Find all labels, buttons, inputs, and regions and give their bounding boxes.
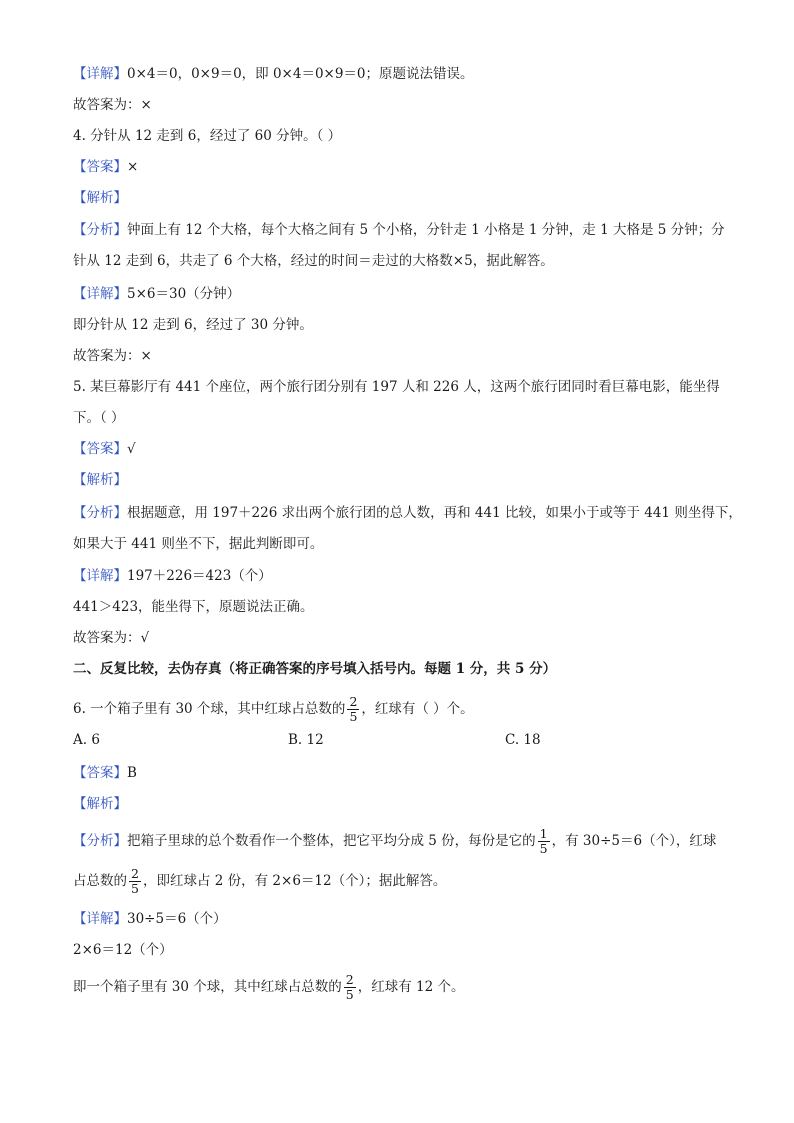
- answer-tag: 【答案】: [73, 159, 127, 175]
- answer-line: [73, 439, 136, 459]
- fenxi-continuation: 占总数的 $\frac{2}{5}$ ，即红球占 2 份，有 2×6＝12（个）；据此解答。: [73, 866, 447, 896]
- question-6-text: 6. 一个箱子里有 30 个球，其中红球占总数的: [73, 701, 346, 717]
- detail-continuation: 即分针从 12 走到 6，经过了 30 分钟。: [73, 317, 313, 333]
- detail-text: 197＋226＝423（个）: [127, 568, 272, 584]
- question-4: 4. 分针从 12 走到 6，经过了 60 分钟。（ ）: [73, 128, 342, 144]
- answer-text: ×: [127, 159, 139, 175]
- detail-line: [73, 909, 227, 929]
- analysis-label: [73, 470, 127, 490]
- fraction: $\frac{2}{5}$: [131, 866, 139, 896]
- fenxi-continuation: 如果大于 441 则坐不下，据此判断即可。: [73, 536, 324, 552]
- option-b: B. 12: [288, 732, 324, 748]
- option-a: A. 6: [73, 732, 100, 748]
- answer-tag: 【答案】: [73, 441, 127, 457]
- analysis-label: [73, 188, 127, 208]
- answer-text: √: [127, 441, 136, 457]
- question-6: [73, 694, 474, 724]
- answer-line: [73, 763, 137, 783]
- detail-tag: 【详解】: [73, 911, 127, 927]
- fenxi-text: 钟面上有 12 个大格，每个大格之间有 5 个小格，分针走 1 小格是 1 分钟，走 1 大格是 5 分钟；分: [127, 222, 725, 238]
- fraction: $\frac{2}{5}$: [349, 694, 358, 724]
- final-statement: 即一个箱子里有 30 个球，其中红球占总数的 $\frac{2}{5}$ ，红球有 12 个。: [73, 972, 465, 1002]
- detail-text: 5×6＝30（分钟）: [127, 286, 241, 302]
- question-5: 5. 某巨幕影厅有 441 个座位，两个旅行团分别有 197 人和 226 人，这两个旅行团同时看巨幕电影，能坐得: [73, 379, 720, 395]
- analysis-tag: 【解析】: [73, 472, 127, 488]
- detail-continuation: 2×6＝12（个）: [73, 942, 173, 958]
- question-5-continuation: 下。（ ）: [73, 410, 125, 426]
- detail-tag: 【详解】: [73, 568, 127, 584]
- detail-text: 30÷5＝6（个）: [127, 911, 227, 927]
- fenxi-tag: 【分析】: [73, 222, 127, 238]
- question-6-text-end: ，红球有（ ）个。: [361, 701, 474, 717]
- analysis-tag: 【解析】: [73, 190, 127, 206]
- fenxi-line: [73, 220, 725, 240]
- fraction: $\frac{2}{5}$: [345, 972, 354, 1002]
- option-c: C. 18: [505, 732, 541, 748]
- detail-continuation: 441＞423，能坐得下，原题说法正确。: [73, 599, 314, 615]
- answer-conclusion: 故答案为：√: [73, 630, 150, 646]
- analysis-tag: 【解析】: [73, 796, 127, 812]
- analysis-label: [73, 794, 127, 814]
- fenxi-tag: 【分析】: [73, 505, 127, 521]
- detail-tag: 【详解】: [73, 66, 127, 82]
- answer-conclusion: 故答案为：×: [73, 348, 152, 364]
- answer-tag: 【答案】: [73, 765, 127, 781]
- fenxi-tag: 【分析】: [73, 833, 127, 849]
- detail-tag: 【详解】: [73, 286, 127, 302]
- section-heading: 二、反复比较，去伪存真（将正确答案的序号填入括号内。每题 1 分，共 5 分）: [73, 661, 557, 677]
- answer-line: [73, 157, 138, 177]
- fraction: $\frac{1}{5}$: [539, 826, 548, 856]
- answer-text: B: [127, 765, 137, 781]
- detail-text: 0×4＝0，0×9＝0，即 0×4＝0×9＝0；原题说法错误。: [127, 66, 474, 82]
- detail-line: [73, 284, 240, 304]
- detail-line: [73, 566, 272, 586]
- fenxi-line: [73, 503, 742, 523]
- fenxi-text: 根据题意，用 197＋226 求出两个旅行团的总人数，再和 441 比较，如果小于或等于 441 则坐得下，: [127, 505, 742, 521]
- fenxi-line: 【分析】把箱子里球的总个数看作一个整体，把它平均分成 5 份，每份是它的 $\frac{1}{5}$ ，有 30÷5＝6（个），红球: [73, 826, 717, 856]
- answer-conclusion: 故答案为：×: [73, 97, 152, 113]
- fenxi-continuation: 针从 12 走到 6，共走了 6 个大格，经过的时间＝走过的大格数×5，据此解答。: [73, 253, 554, 269]
- detail-line: [73, 64, 474, 84]
